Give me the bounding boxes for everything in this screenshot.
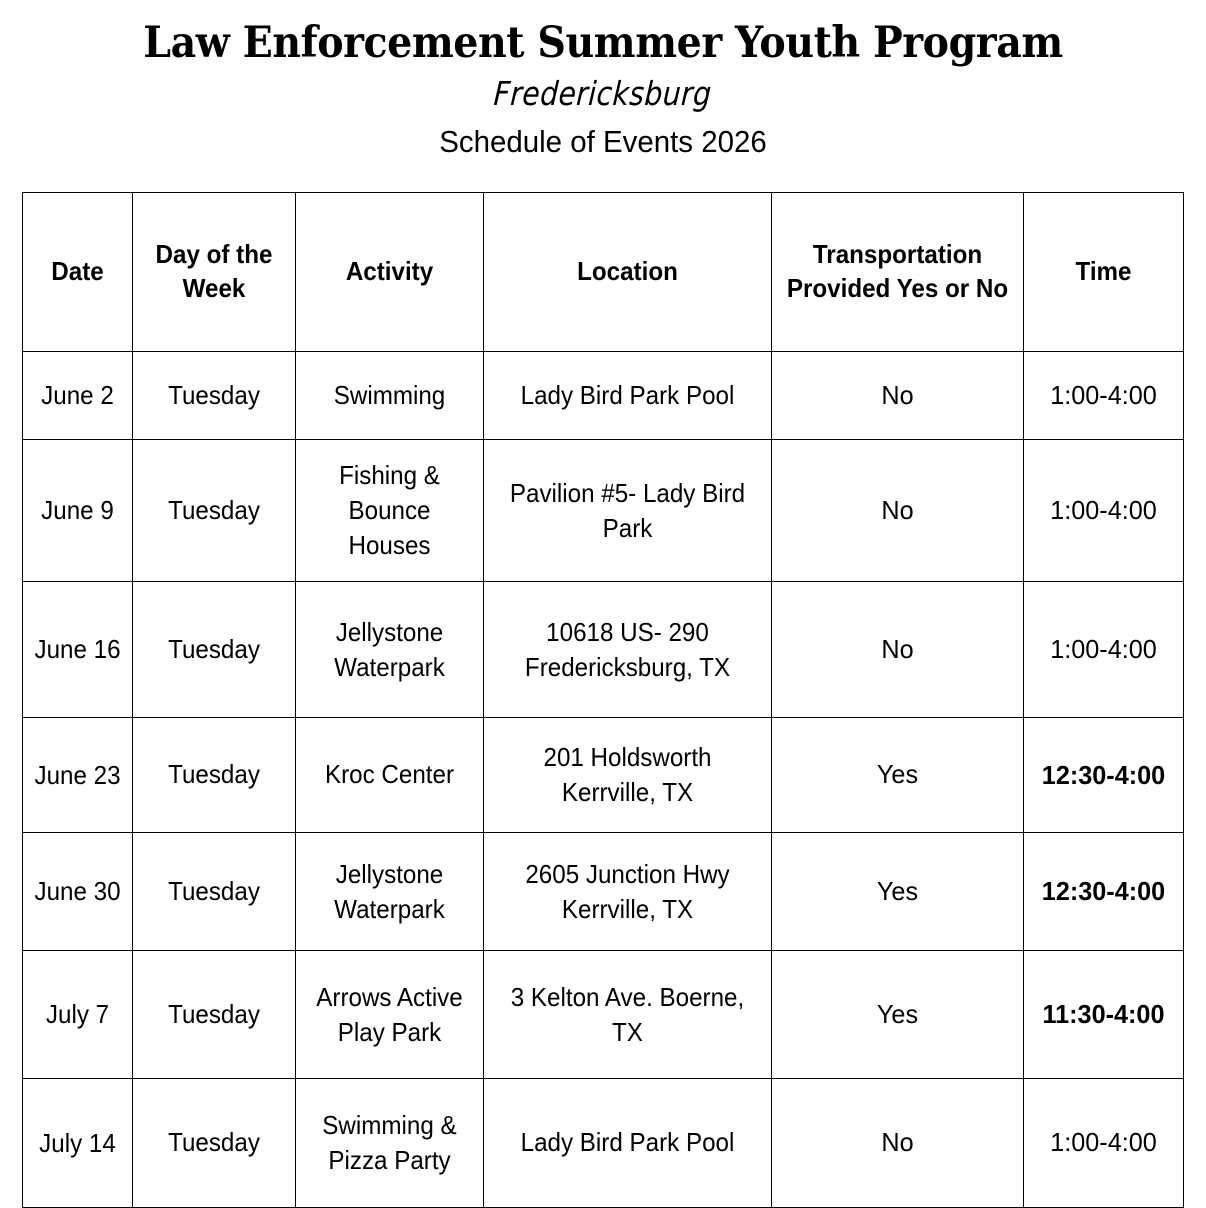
column-header-transportation — [772, 193, 1024, 352]
cell-location-text: Pavilion #5- Lady Bird Park — [509, 477, 746, 543]
cell-day — [133, 352, 296, 440]
cell-location-text: 201 Holdsworth Kerrville, TX — [543, 742, 712, 807]
table-header — [23, 193, 1184, 352]
subtitle-schedule: Schedule of Events 2026 — [439, 123, 767, 159]
cell-day — [133, 951, 296, 1079]
cell-date-text: June 30 — [34, 876, 121, 907]
cell-time-text: 12:30-4:00 — [1041, 876, 1166, 907]
cell-time-text: 1:00-4:00 — [1050, 1127, 1157, 1158]
cell-location-text: Lady Bird Park Pool — [520, 379, 735, 410]
cell-activity-text: Jellystone Waterpark — [334, 858, 445, 924]
cell-date-text: June 16 — [34, 634, 121, 665]
cell-date — [23, 951, 133, 1079]
cell-transportation — [772, 1079, 1024, 1208]
cell-day-text: Tuesday — [168, 494, 260, 525]
table-row — [23, 440, 1184, 582]
cell-time — [1024, 951, 1184, 1079]
cell-time-text: 1:00-4:00 — [1050, 494, 1157, 525]
cell-location-text: 2605 Junction Hwy Kerrville, TX — [525, 858, 730, 924]
cell-transportation — [772, 582, 1024, 718]
cell-time — [1024, 440, 1184, 582]
cell-transportation — [772, 352, 1024, 440]
table-row — [23, 833, 1184, 951]
cell-location-text: 10618 US- 290 Fredericksburg, TX — [524, 616, 731, 682]
cell-activity — [296, 352, 484, 440]
cell-transportation-text: Yes — [876, 759, 919, 790]
cell-activity-text: Swimming & Pizza Party — [322, 1110, 457, 1175]
cell-activity — [296, 951, 484, 1079]
cell-time-text: 12:30-4:00 — [1041, 759, 1166, 790]
header-row — [23, 193, 1184, 352]
cell-transportation — [772, 951, 1024, 1079]
column-header-activity-label: Activity — [345, 256, 434, 287]
cell-location — [484, 582, 772, 718]
cell-day-text: Tuesday — [168, 875, 260, 906]
cell-day-text: Tuesday — [168, 379, 260, 410]
table-row — [23, 951, 1184, 1079]
cell-location-text: Lady Bird Park Pool — [520, 1127, 735, 1158]
column-header-time-label: Time — [1075, 256, 1132, 287]
table-row — [23, 582, 1184, 718]
cell-date — [23, 440, 133, 582]
cell-location — [484, 718, 772, 833]
column-header-date — [23, 193, 133, 352]
table-row — [23, 352, 1184, 440]
cell-activity-text: Fishing & Bounce Houses — [339, 460, 440, 560]
cell-date-text: June 23 — [34, 759, 121, 790]
cell-time-text: 1:00-4:00 — [1050, 379, 1157, 410]
cell-time-text: 11:30-4:00 — [1042, 999, 1165, 1030]
cell-time — [1024, 1079, 1184, 1208]
column-header-transportation-label: Transportation Provided Yes or No — [786, 239, 1009, 303]
cell-location — [484, 352, 772, 440]
cell-activity-text: Arrows Active Play Park — [316, 981, 463, 1047]
table-body — [23, 352, 1184, 1208]
cell-time — [1024, 582, 1184, 718]
schedule-table — [22, 192, 1184, 1208]
cell-day-text: Tuesday — [168, 633, 260, 664]
column-header-activity — [296, 193, 484, 352]
cell-location-text: 3 Kelton Ave. Boerne, TX — [510, 981, 745, 1047]
cell-day — [133, 440, 296, 582]
column-header-date-label: Date — [51, 256, 104, 287]
cell-date-text: June 2 — [41, 379, 114, 410]
cell-transportation — [772, 440, 1024, 582]
cell-activity — [296, 718, 484, 833]
cell-day-text: Tuesday — [168, 1127, 260, 1158]
cell-location — [484, 951, 772, 1079]
cell-date-text: July 7 — [45, 998, 110, 1029]
cell-activity — [296, 1079, 484, 1208]
cell-transportation-text: No — [881, 633, 914, 664]
subtitle-location: Fredericksburg — [492, 73, 713, 113]
cell-time — [1024, 718, 1184, 833]
cell-transportation — [772, 718, 1024, 833]
title-block — [0, 0, 1206, 158]
cell-date — [23, 833, 133, 951]
cell-date — [23, 582, 133, 718]
cell-activity-text: Jellystone Waterpark — [334, 616, 445, 682]
cell-day — [133, 582, 296, 718]
cell-location — [484, 833, 772, 951]
cell-day — [133, 1079, 296, 1208]
cell-date — [23, 1079, 133, 1208]
table-row — [23, 1079, 1184, 1208]
cell-transportation-text: Yes — [876, 998, 919, 1029]
column-header-time — [1024, 193, 1184, 352]
cell-location — [484, 1079, 772, 1208]
cell-activity — [296, 833, 484, 951]
page-title: Law Enforcement Summer Youth Program — [143, 18, 1063, 68]
cell-time — [1024, 352, 1184, 440]
column-header-day — [133, 193, 296, 352]
cell-day-text: Tuesday — [168, 759, 260, 790]
cell-day-text: Tuesday — [168, 998, 260, 1029]
cell-transportation — [772, 833, 1024, 951]
cell-date — [23, 352, 133, 440]
cell-day — [133, 833, 296, 951]
table-row — [23, 718, 1184, 833]
cell-activity-text: Swimming — [333, 379, 446, 410]
cell-date — [23, 718, 133, 833]
cell-time-text: 1:00-4:00 — [1050, 633, 1157, 664]
column-header-day-label: Day of the Week — [155, 239, 273, 303]
cell-date-text: June 9 — [41, 494, 114, 525]
cell-date-text: July 14 — [39, 1127, 116, 1158]
cell-transportation-text: No — [881, 1127, 914, 1158]
cell-activity-text: Kroc Center — [324, 759, 455, 790]
cell-activity — [296, 582, 484, 718]
cell-transportation-text: Yes — [876, 875, 919, 906]
column-header-location-label: Location — [577, 256, 678, 287]
cell-transportation-text: No — [881, 494, 914, 525]
cell-day — [133, 718, 296, 833]
cell-transportation-text: No — [881, 379, 914, 410]
cell-time — [1024, 833, 1184, 951]
cell-activity — [296, 440, 484, 582]
cell-location — [484, 440, 772, 582]
column-header-location — [484, 193, 772, 352]
